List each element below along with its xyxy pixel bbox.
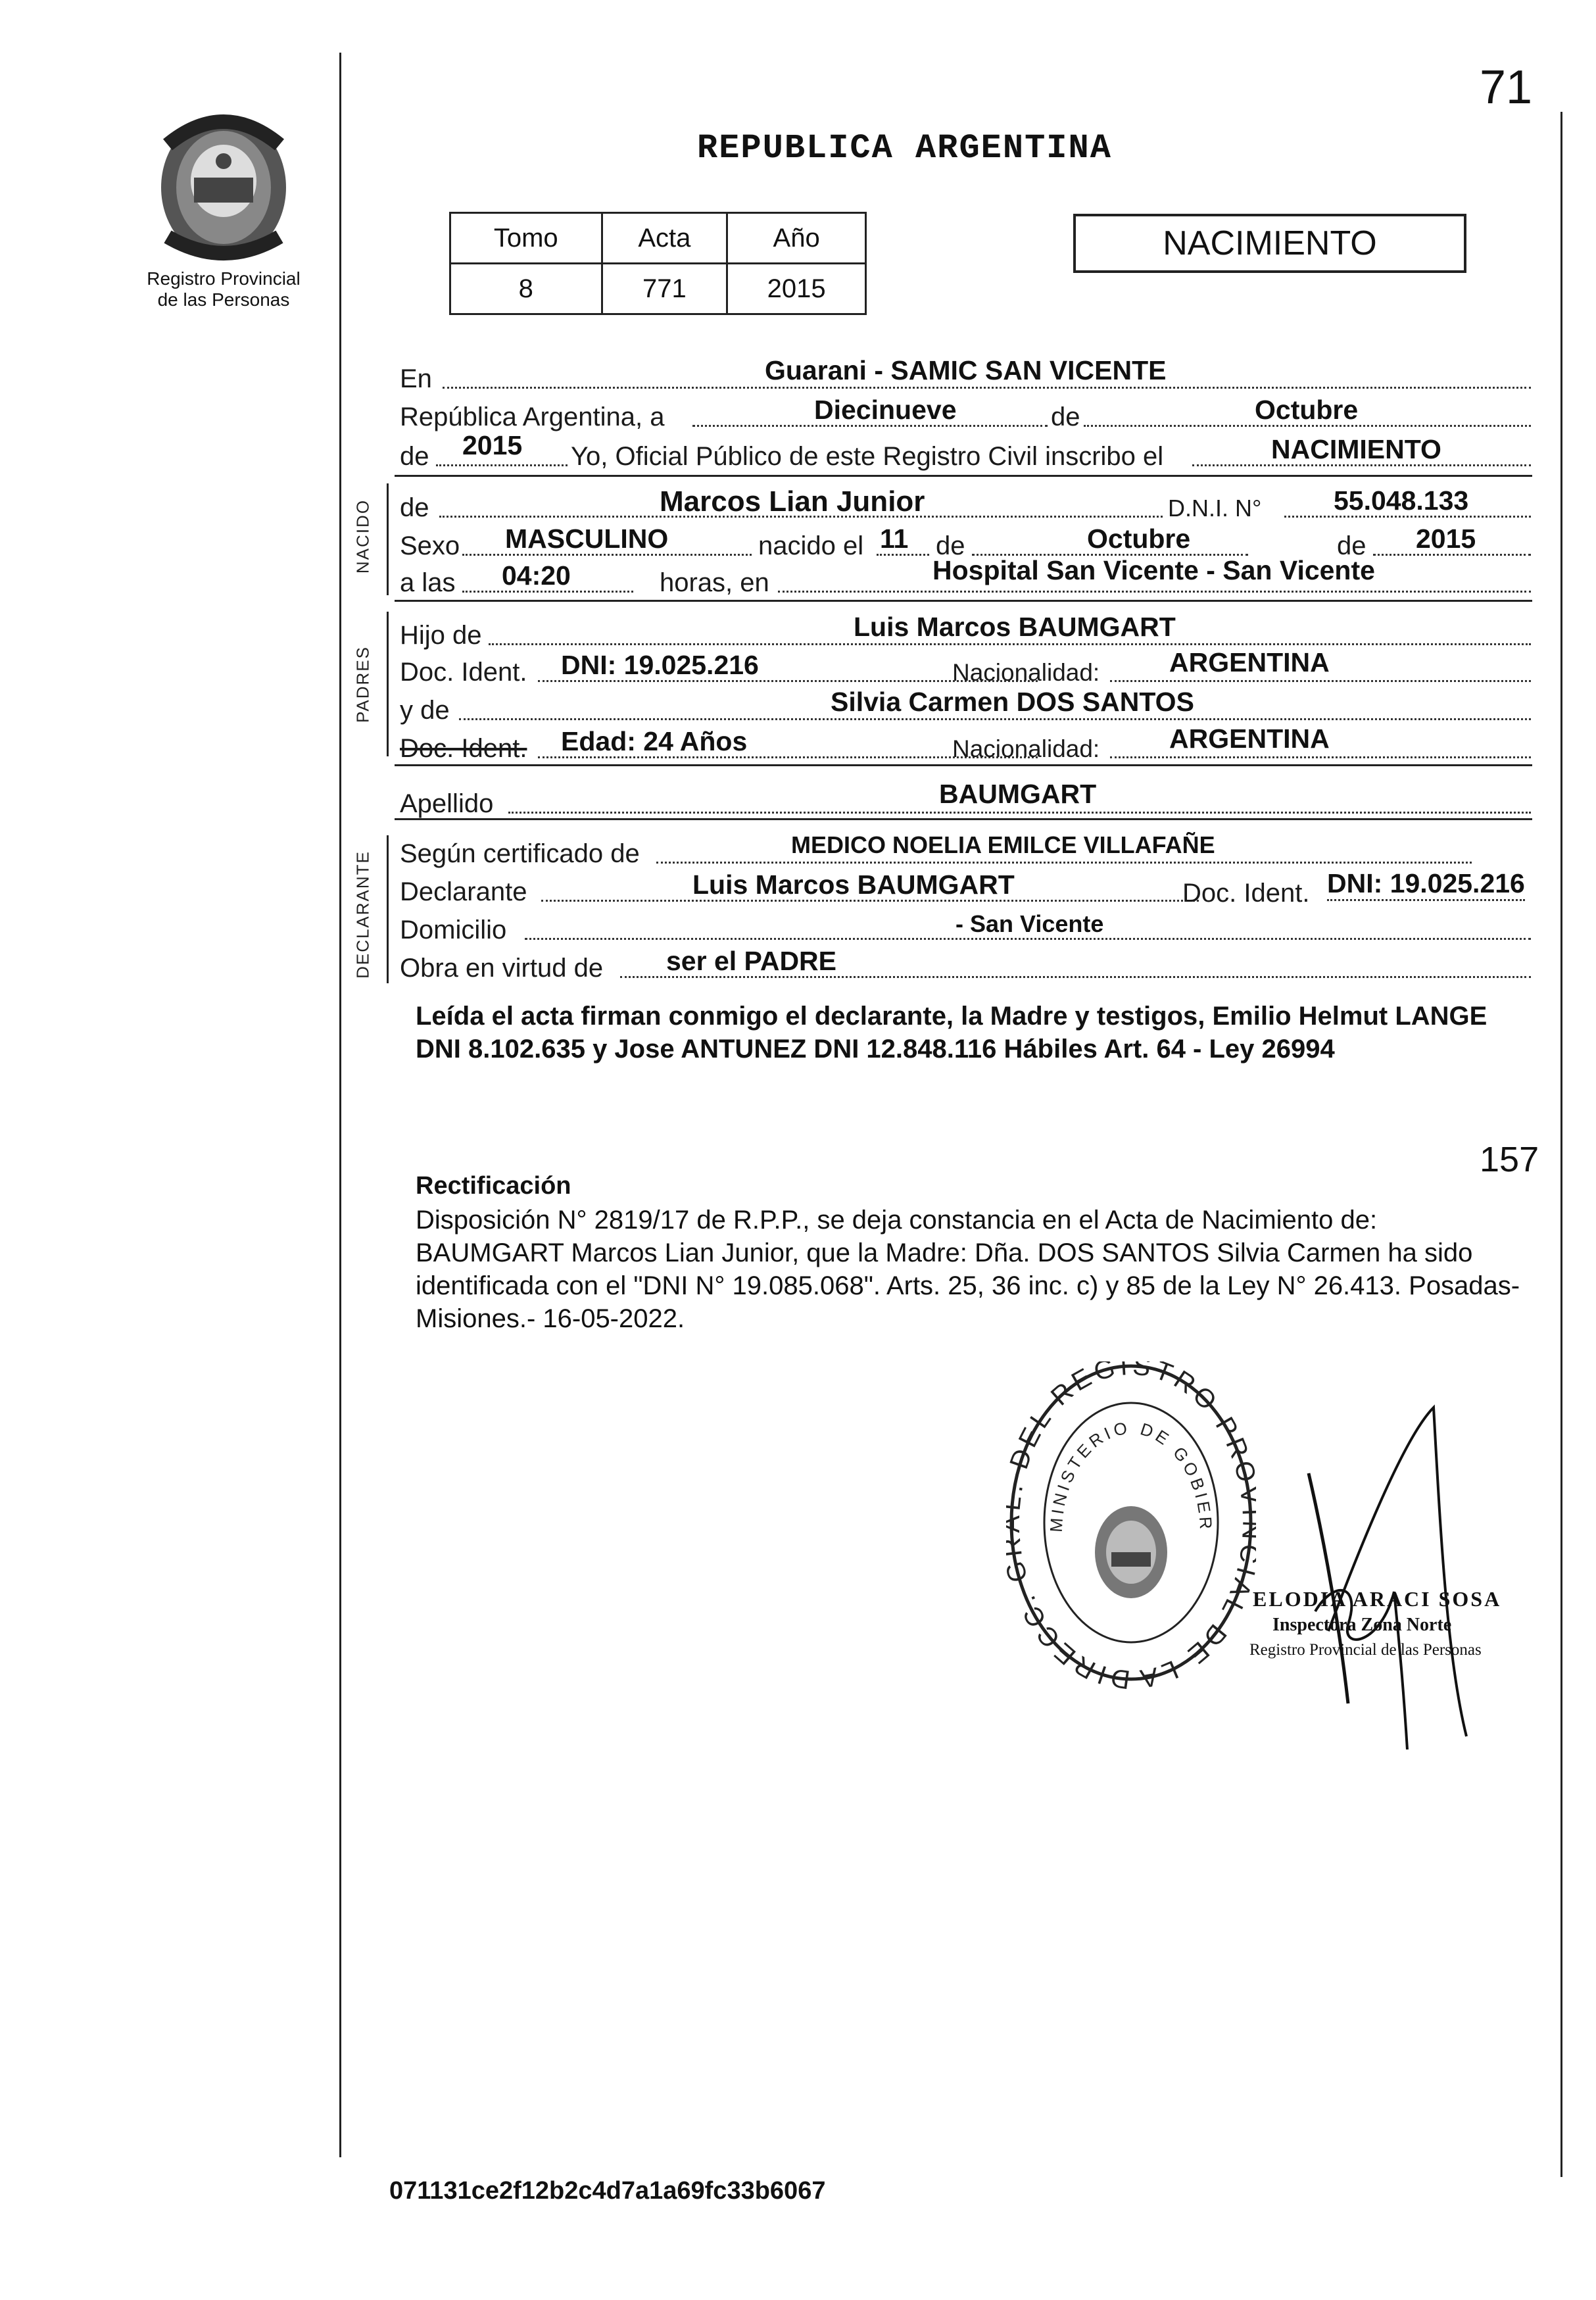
row-mother-doc: Doc. Ident. Edad: 24 Años Nacionalidad: ARGENTINA <box>400 726 1531 766</box>
birth-time-value: 04:20 <box>502 560 571 591</box>
father-doc-value: DNI: 19.025.216 <box>561 650 759 680</box>
row-certificado: Según certificado de MEDICO NOELIA EMILCE VILLAFAÑE <box>400 830 1531 869</box>
domicilio-value: - San Vicente <box>955 910 1104 937</box>
declarant-name-value: Luis Marcos BAUMGART <box>692 869 1015 900</box>
mother-nationality-value: ARGENTINA <box>1169 723 1330 754</box>
rectification-text: Disposición N° 2819/17 de R.P.P., se deja constancia en el Acta de Nacimiento de: BAUMGART Marcos Lian Junior, que la Madre: Dña. DOS SANTOS Silvia Carmen ha sido identificada con el "DNI N° 19.085.068". Arts. 25, 36 inc. c) y 85 de la Ley N° 26.413. Posadas- Misiones.- 16-05-2022. <box>416 1206 1520 1333</box>
row-declarante: Declarante Luis Marcos BAUMGART Doc. Ident. DNI: 19.025.216 <box>400 868 1525 908</box>
section-label-padres: PADRES <box>352 646 373 723</box>
day-words-value: Diecinueve <box>814 395 957 425</box>
table-value-ano: 2015 <box>727 264 866 314</box>
province-seal-logo <box>155 105 293 263</box>
table-header-tomo: Tomo <box>450 213 602 264</box>
page-number: 71 <box>1480 61 1533 114</box>
sexo-value: MASCULINO <box>505 524 669 554</box>
svg-text:DIRECC. GRAL. DEL REGISTRO PRO: DIRECC. DEL REGISTRO PR AL DE LA <box>1006 1361 1256 1694</box>
row-father: Hijo de Luis Marcos BAUMGART <box>400 612 1531 651</box>
section-label-nacido: NACIDO <box>352 499 373 574</box>
place-value: Guarani - SAMIC SAN VICENTE <box>765 355 1167 385</box>
record-number-table <box>449 212 867 315</box>
child-dni-value: 55.048.133 <box>1334 485 1469 516</box>
row-year: de 2015 Yo, Oficial Público de este Registro Civil inscribo el NACIMIENTO <box>400 434 1531 474</box>
reading-statement: Leída el acta firman conmigo el declarante, la Madre y testigos, Emilio Helmut LANGE DNI 8.102.635 y Jose ANTUNEZ DNI 12.848.116 Hábiles Art. 64 - Ley 26994 <box>416 1002 1487 1064</box>
month-value: Octubre <box>1255 395 1359 425</box>
mother-name-value: Silvia Carmen DOS SANTOS <box>831 687 1194 717</box>
father-name-value: Luis Marcos BAUMGART <box>854 612 1176 642</box>
row-obra: Obra en virtud de ser el PADRE <box>400 944 1531 984</box>
act-type-box: NACIMIENTO <box>1073 214 1466 273</box>
right-margin-line <box>1560 112 1562 2177</box>
signatory-role: Inspectora Zona Norte <box>1272 1615 1452 1635</box>
official-stamp <box>1006 1361 1256 1703</box>
row-place: En Guarani - SAMIC SAN VICENTE <box>400 355 1531 395</box>
year-value: 2015 <box>462 430 523 460</box>
father-nationality-value: ARGENTINA <box>1169 647 1330 677</box>
svg-text:MINISTERIO DE GOBIERNO: MINISTERIO DE GOBIER <box>1046 1417 1217 1533</box>
left-margin-line <box>339 53 341 2157</box>
document-title: REPUBLICA ARGENTINA <box>697 129 1112 168</box>
row-time: a las 04:20 horas, en Hospital San Vicente - San Vicente <box>400 560 1531 600</box>
declarant-doc-value: DNI: 19.025.216 <box>1327 868 1525 901</box>
row-mother: y de Silvia Carmen DOS SANTOS <box>400 688 1531 727</box>
row-father-doc: Doc. Ident. DNI: 19.025.216 Nacionalidad: ARGENTINA <box>400 650 1531 689</box>
row-apellido: Apellido BAUMGART <box>400 779 1531 818</box>
row-domicilio: Domicilio - San Vicente <box>400 906 1531 946</box>
birth-month-value: Octubre <box>1087 524 1191 554</box>
birth-place-value: Hospital San Vicente - San Vicente <box>932 555 1375 585</box>
table-value-tomo: 8 <box>450 264 602 314</box>
signatory-org: Registro Provincial de las Personas <box>1249 1641 1482 1659</box>
logo-caption: Registro Provincial de las Personas <box>147 268 301 310</box>
birth-day-value: 11 <box>880 524 909 554</box>
apellido-value: BAUMGART <box>939 779 1097 809</box>
rectification-number: 157 <box>1480 1140 1539 1179</box>
child-name-value: Marcos Lian Junior <box>660 485 925 518</box>
document-hash: 071131ce2f12b2c4d7a1a69fc33b6067 <box>389 2177 826 2205</box>
row-date: República Argentina, a Diecinueve de Octubre <box>400 395 1531 434</box>
mother-age-value: Edad: 24 Años <box>561 726 748 756</box>
signatory-name: ELODIA ARACI SOSA <box>1253 1587 1502 1611</box>
obra-value: ser el PADRE <box>666 946 837 976</box>
table-header-acta: Acta <box>602 213 727 264</box>
row-name: de Marcos Lian Junior D.N.I. N° 55.048.133 <box>400 485 1531 525</box>
row-sexo: Sexo MASCULINO nacido el 11 de Octubre de 2015 <box>400 524 1531 563</box>
certificate-value: MEDICO NOELIA EMILCE VILLAFAÑE <box>791 831 1215 858</box>
section-label-declarante: DECLARANTE <box>352 850 373 979</box>
inscribed-value: NACIMIENTO <box>1271 434 1441 464</box>
table-value-acta: 771 <box>602 264 727 314</box>
rectification-title: Rectificación <box>416 1172 571 1200</box>
birth-year-value: 2015 <box>1416 524 1476 554</box>
handwritten-signature <box>1289 1394 1499 1749</box>
table-header-ano: Año <box>727 213 866 264</box>
